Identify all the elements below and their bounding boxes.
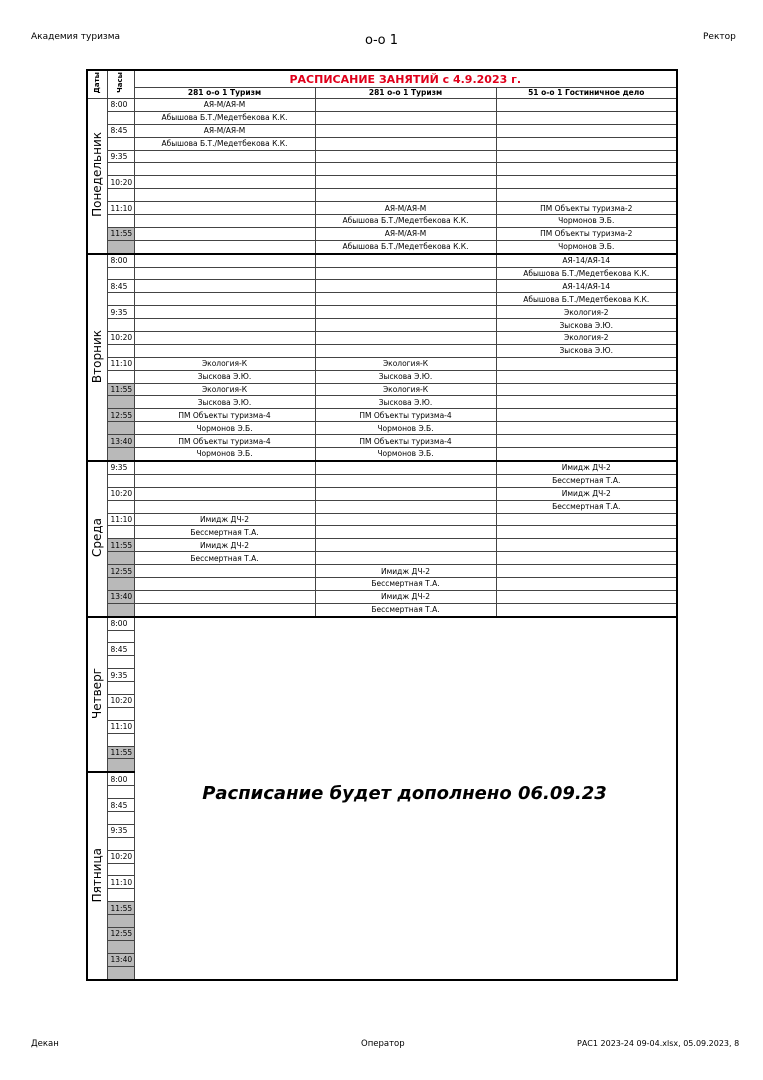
schedule-row: [87, 409, 677, 422]
lesson-cell: [315, 111, 496, 124]
lesson-cell: [496, 565, 677, 578]
lesson-cell: Зыскова Э.Ю.: [315, 396, 496, 409]
time-slot: [107, 837, 134, 850]
time-slot: 8:00: [107, 617, 134, 630]
lesson-cell: Имидж ДЧ-2: [315, 565, 496, 578]
lesson-cell: [496, 396, 677, 409]
lesson-cell: Имидж ДЧ-2: [496, 461, 677, 474]
footer-operator: Оператор: [361, 1039, 405, 1049]
lesson-cell: Экология-2: [496, 306, 677, 319]
time-slot: 8:45: [107, 280, 134, 293]
lesson-cell: [315, 137, 496, 150]
schedule-row: [87, 590, 677, 603]
time-slot: 11:55: [107, 902, 134, 915]
lesson-cell: Чормонов Э.Б.: [315, 448, 496, 461]
lesson-cell: [315, 526, 496, 539]
time-slot: [107, 163, 134, 176]
time-slot: [107, 603, 134, 616]
schedule-row: [87, 396, 677, 409]
lesson-cell: [496, 539, 677, 552]
time-slot: 9:35: [107, 461, 134, 474]
lesson-cell: [496, 150, 677, 163]
lesson-cell: ПМ Объекты туризма-4: [315, 435, 496, 448]
time-slot: [107, 526, 134, 539]
lesson-cell: ПМ Объекты туризма-4: [315, 409, 496, 422]
time-slot: [107, 422, 134, 435]
schedule-row: [87, 99, 677, 112]
time-slot: [107, 733, 134, 746]
lesson-cell: [134, 306, 315, 319]
time-slot: 10:20: [107, 332, 134, 345]
lesson-cell: Бессмертная Т.А.: [315, 577, 496, 590]
lesson-cell: [134, 215, 315, 228]
lesson-cell: [315, 176, 496, 189]
lesson-cell: [315, 487, 496, 500]
schedule-row: [87, 448, 677, 461]
lesson-cell: АЯ-М/АЯ-М: [134, 124, 315, 137]
lesson-cell: [134, 474, 315, 487]
time-slot: [107, 370, 134, 383]
lesson-cell: Абышова Б.Т./Медетбекова К.К.: [315, 215, 496, 228]
lesson-cell: Имидж ДЧ-2: [315, 590, 496, 603]
time-slot: 13:40: [107, 435, 134, 448]
time-slot: 11:10: [107, 357, 134, 370]
lesson-cell: [315, 344, 496, 357]
schedule-row: [87, 383, 677, 396]
lesson-cell: Бессмертная Т.А.: [315, 603, 496, 616]
schedule-row: [87, 332, 677, 345]
time-slot: 8:00: [107, 772, 134, 785]
lesson-cell: [496, 111, 677, 124]
lesson-cell: [134, 461, 315, 474]
time-slot: [107, 759, 134, 772]
schedule-row: [87, 150, 677, 163]
time-slot: 10:20: [107, 850, 134, 863]
schedule-row: [87, 163, 677, 176]
schedule-row: [87, 319, 677, 332]
lesson-cell: [315, 332, 496, 345]
lesson-cell: АЯ-М/АЯ-М: [315, 202, 496, 215]
lesson-cell: [496, 435, 677, 448]
time-slot: 11:10: [107, 513, 134, 526]
lesson-cell: [134, 227, 315, 240]
lesson-cell: [496, 448, 677, 461]
lesson-cell: [134, 202, 315, 215]
schedule-row: [87, 254, 677, 267]
time-slot: 11:10: [107, 202, 134, 215]
schedule-row: [87, 293, 677, 306]
time-slot: 11:55: [107, 227, 134, 240]
lesson-cell: ПМ Объекты туризма-2: [496, 202, 677, 215]
lesson-cell: [315, 280, 496, 293]
schedule-row: [87, 526, 677, 539]
lesson-cell: Бессмертная Т.А.: [496, 474, 677, 487]
lesson-cell: [496, 189, 677, 202]
time-slot: 10:20: [107, 487, 134, 500]
lesson-cell: [496, 590, 677, 603]
lesson-cell: [315, 513, 496, 526]
lesson-cell: [134, 344, 315, 357]
schedule-row: [87, 461, 677, 474]
lesson-cell: [315, 539, 496, 552]
lesson-cell: [496, 383, 677, 396]
schedule-body: [87, 99, 677, 980]
lesson-cell: Чормонов Э.Б.: [496, 240, 677, 253]
header-academy: Академия туризма: [31, 32, 121, 42]
time-slot: [107, 707, 134, 720]
group-header-2: 281 о-о 1 Туризм: [315, 88, 496, 99]
lesson-cell: Зыскова Э.Ю.: [315, 370, 496, 383]
lesson-cell: [496, 176, 677, 189]
time-slot: [107, 396, 134, 409]
time-slot: 11:55: [107, 746, 134, 759]
schedule-row: [87, 577, 677, 590]
lesson-cell: ПМ Объекты туризма-2: [496, 227, 677, 240]
lesson-cell: [496, 409, 677, 422]
lesson-cell: Экология-К: [315, 357, 496, 370]
schedule-row: [87, 435, 677, 448]
footer-dean: Декан: [31, 1039, 59, 1049]
lesson-cell: [496, 163, 677, 176]
time-slot: 9:35: [107, 824, 134, 837]
lesson-cell: Зыскова Э.Ю.: [496, 344, 677, 357]
lesson-cell: [134, 240, 315, 253]
time-slot: 11:10: [107, 720, 134, 733]
lesson-cell: [315, 500, 496, 513]
time-slot: [107, 111, 134, 124]
schedule-row: [87, 552, 677, 565]
lesson-cell: [496, 124, 677, 137]
footer-file-info: РАС1 2023-24 09-04.xlsx, 05.09.2023, 8: [577, 1039, 740, 1048]
lesson-cell: [134, 500, 315, 513]
lesson-cell: [134, 189, 315, 202]
lesson-cell: Имидж ДЧ-2: [134, 513, 315, 526]
lesson-cell: [134, 603, 315, 616]
time-slot: [107, 786, 134, 799]
lesson-cell: Абышова Б.Т./Медетбекова К.К.: [134, 137, 315, 150]
lesson-cell: Абышова Б.Т./Медетбекова К.К.: [134, 111, 315, 124]
schedule-row: [87, 565, 677, 578]
lesson-cell: [315, 461, 496, 474]
time-slot: 12:55: [107, 565, 134, 578]
time-slot: [107, 448, 134, 461]
header-group-title: о-о 1: [364, 33, 398, 48]
lesson-cell: [496, 137, 677, 150]
time-slot: [107, 215, 134, 228]
schedule-row: [87, 357, 677, 370]
lesson-cell: [496, 99, 677, 112]
lesson-cell: Чормонов Э.Б.: [134, 422, 315, 435]
time-slot: [107, 915, 134, 928]
time-slot: [107, 319, 134, 332]
header-rector: Ректор: [703, 32, 736, 42]
lesson-cell: Чормонов Э.Б.: [134, 448, 315, 461]
lesson-cell: [315, 474, 496, 487]
lesson-cell: [134, 577, 315, 590]
time-slot: 8:45: [107, 124, 134, 137]
schedule-row: [87, 474, 677, 487]
day-label: Четверг: [87, 617, 107, 773]
time-slot: [107, 940, 134, 953]
lesson-cell: Абышова Б.Т./Медетбекова К.К.: [315, 240, 496, 253]
time-slot: [107, 474, 134, 487]
schedule-row: [87, 306, 677, 319]
schedule-row: [87, 344, 677, 357]
time-slot: [107, 240, 134, 253]
lesson-cell: Экология-2: [496, 332, 677, 345]
lesson-cell: [496, 552, 677, 565]
schedule-row: [87, 603, 677, 616]
lesson-cell: [315, 306, 496, 319]
lesson-cell: Абышова Б.Т./Медетбекова К.К.: [496, 293, 677, 306]
schedule-row: [87, 500, 677, 513]
lesson-cell: Чормонов Э.Б.: [496, 215, 677, 228]
schedule-row: [87, 137, 677, 150]
lesson-cell: [315, 99, 496, 112]
lesson-cell: [496, 603, 677, 616]
schedule-row: [87, 487, 677, 500]
lesson-cell: Бессмертная Т.А.: [134, 526, 315, 539]
time-slot: 10:20: [107, 694, 134, 707]
time-slot: 9:35: [107, 150, 134, 163]
lesson-cell: Чормонов Э.Б.: [315, 422, 496, 435]
day-label: Пятница: [87, 772, 107, 979]
lesson-cell: Бессмертная Т.А.: [134, 552, 315, 565]
lesson-cell: [496, 422, 677, 435]
schedule-row: [87, 202, 677, 215]
day-label: Понедельник: [87, 99, 107, 254]
time-slot: [107, 966, 134, 979]
lesson-cell: АЯ-14/АЯ-14: [496, 254, 677, 267]
lesson-cell: [134, 163, 315, 176]
lesson-cell: [496, 526, 677, 539]
lesson-cell: ПМ Объекты туризма-4: [134, 435, 315, 448]
time-slot: [107, 500, 134, 513]
lesson-cell: [134, 319, 315, 332]
lesson-cell: Имидж ДЧ-2: [134, 539, 315, 552]
group-header-1: 281 о-о 1 Туризм: [134, 88, 315, 99]
group-header-3: 51 о-о 1 Гостиничное дело: [496, 88, 677, 99]
lesson-cell: Экология-К: [315, 383, 496, 396]
lesson-cell: [315, 124, 496, 137]
schedule-row: [87, 124, 677, 137]
schedule-row: [87, 539, 677, 552]
lesson-cell: [134, 565, 315, 578]
schedule-row: [87, 617, 677, 630]
time-slot: 8:45: [107, 643, 134, 656]
schedule-row: [87, 227, 677, 240]
time-slot: [107, 189, 134, 202]
time-slot: 11:55: [107, 539, 134, 552]
lesson-cell: Зыскова Э.Ю.: [134, 396, 315, 409]
schedule-row: [87, 189, 677, 202]
lesson-cell: [315, 552, 496, 565]
lesson-cell: Экология-К: [134, 357, 315, 370]
lesson-cell: Бессмертная Т.А.: [496, 500, 677, 513]
lesson-cell: [134, 590, 315, 603]
time-slot: [107, 577, 134, 590]
day-label: Среда: [87, 461, 107, 617]
time-slot: [107, 630, 134, 643]
lesson-cell: [315, 254, 496, 267]
lesson-cell: [134, 332, 315, 345]
lesson-cell: [315, 293, 496, 306]
time-slot: 10:20: [107, 176, 134, 189]
time-slot: 11:55: [107, 383, 134, 396]
schedule-row: [87, 422, 677, 435]
time-slot: 11:10: [107, 876, 134, 889]
lesson-cell: [315, 189, 496, 202]
lesson-cell: [134, 267, 315, 280]
time-slot: 13:40: [107, 953, 134, 966]
lesson-cell: [134, 150, 315, 163]
time-slot: 13:40: [107, 590, 134, 603]
time-slot: [107, 889, 134, 902]
lesson-cell: [134, 487, 315, 500]
lesson-cell: [496, 513, 677, 526]
time-slot: [107, 344, 134, 357]
day-label: Вторник: [87, 254, 107, 461]
lesson-cell: АЯ-М/АЯ-М: [134, 99, 315, 112]
lesson-cell: [496, 577, 677, 590]
lesson-cell: [496, 357, 677, 370]
time-slot: [107, 656, 134, 669]
time-slot: [107, 293, 134, 306]
time-slot: 8:00: [107, 254, 134, 267]
lesson-cell: ПМ Объекты туризма-4: [134, 409, 315, 422]
time-slot: [107, 811, 134, 824]
time-slot: 9:35: [107, 669, 134, 682]
schedule-title: РАСПИСАНИЕ ЗАНЯТИЙ с 4.9.2023 г.: [134, 70, 677, 88]
lesson-cell: АЯ-14/АЯ-14: [496, 280, 677, 293]
lesson-cell: Экология-К: [134, 383, 315, 396]
lesson-cell: [315, 319, 496, 332]
time-slot: 8:45: [107, 799, 134, 812]
time-slot: 12:55: [107, 928, 134, 941]
schedule-row: [87, 215, 677, 228]
lesson-cell: [134, 254, 315, 267]
lesson-cell: [134, 293, 315, 306]
schedule-row: [87, 513, 677, 526]
hours-column-header: Часы: [107, 70, 134, 99]
time-slot: [107, 552, 134, 565]
lesson-cell: Зыскова Э.Ю.: [134, 370, 315, 383]
time-slot: [107, 267, 134, 280]
lesson-cell: [134, 280, 315, 293]
schedule-row: [87, 111, 677, 124]
lesson-cell: [315, 150, 496, 163]
lesson-cell: [496, 370, 677, 383]
dates-column-header: Даты: [87, 70, 107, 99]
lesson-cell: АЯ-М/АЯ-М: [315, 227, 496, 240]
lesson-cell: [315, 267, 496, 280]
time-slot: 8:00: [107, 99, 134, 112]
schedule-row: [87, 176, 677, 189]
lesson-cell: Абышова Б.Т./Медетбекова К.К.: [496, 267, 677, 280]
schedule-row: [87, 370, 677, 383]
time-slot: [107, 137, 134, 150]
time-slot: 9:35: [107, 306, 134, 319]
lesson-cell: Зыскова Э.Ю.: [496, 319, 677, 332]
schedule-row: [87, 267, 677, 280]
schedule-note: Расписание будет дополнено 06.09.23: [202, 783, 607, 804]
schedule-table: [86, 69, 678, 981]
schedule-row: [87, 280, 677, 293]
time-slot: [107, 682, 134, 695]
lesson-cell: [134, 176, 315, 189]
time-slot: 12:55: [107, 409, 134, 422]
schedule-row: [87, 240, 677, 253]
lesson-cell: Имидж ДЧ-2: [496, 487, 677, 500]
lesson-cell: [315, 163, 496, 176]
time-slot: [107, 863, 134, 876]
